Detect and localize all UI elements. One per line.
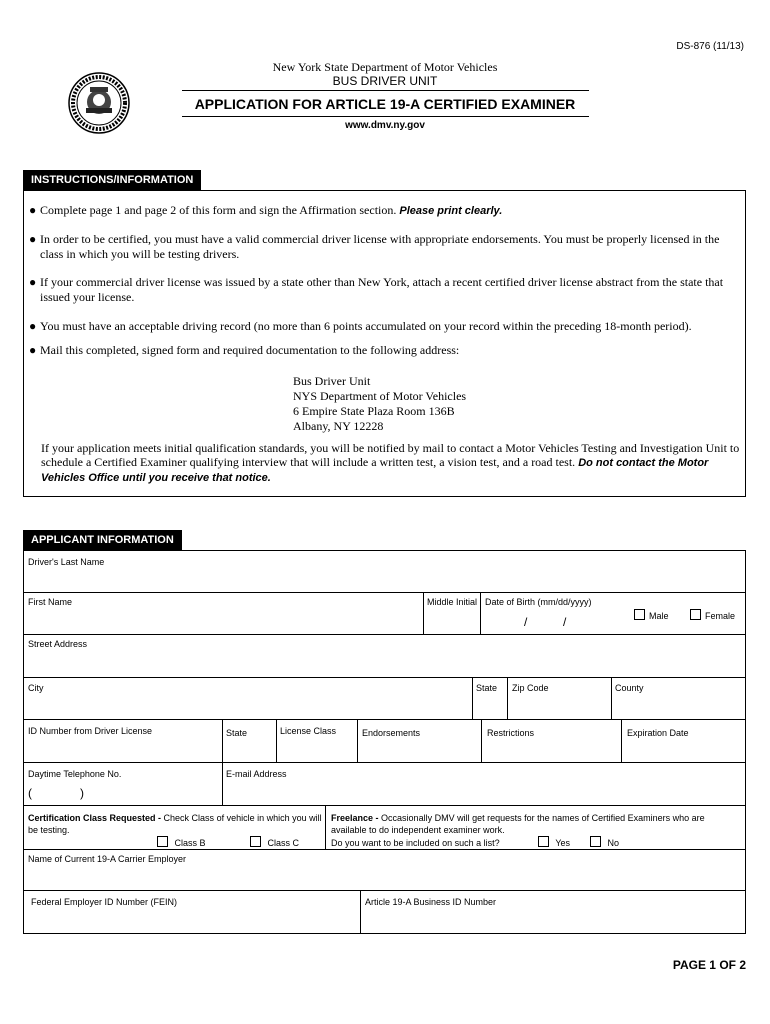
instruction-text: If your commercial driver license was issued by a state other than New York, attach a recent certified driver license abstract from the state that issued your license.: [40, 275, 724, 304]
zip-label: Zip Code: [512, 683, 549, 693]
phone-paren-close: ): [80, 786, 84, 800]
first-name-input[interactable]: [26, 610, 422, 632]
row-divider: [23, 634, 746, 635]
address-line: Bus Driver Unit: [293, 374, 371, 388]
bullet-icon: ●: [29, 319, 37, 333]
address-line: 6 Empire State Plaza Room 136B: [293, 404, 455, 418]
col-divider: [621, 719, 622, 762]
last-name-input[interactable]: [26, 568, 746, 590]
col-divider: [357, 719, 358, 762]
street-input[interactable]: [26, 652, 746, 674]
title-rule-top: [182, 90, 589, 91]
instructions-heading: INSTRUCTIONS/INFORMATION: [23, 170, 201, 190]
instruction-text: In order to be certified, you must have a valid commercial driver license with appropriate endorsements. You must be properly licensed in the class in which you will be testing drivers.: [40, 232, 720, 261]
no-label: No: [607, 838, 620, 848]
unit-name: BUS DRIVER UNIT: [332, 74, 438, 88]
title-rule-bottom: [182, 116, 589, 117]
phone-paren-open: (: [28, 786, 32, 800]
bullet-icon: ●: [29, 275, 37, 289]
class-c-label: Class C: [267, 838, 300, 848]
mailing-address: [293, 374, 466, 434]
dob-separator: /: [563, 615, 567, 629]
notification-note: [41, 441, 746, 485]
certification-text: Check Class of vehicle in which you will be testing.: [28, 813, 322, 835]
last-name-label: Driver's Last Name: [28, 557, 105, 567]
certification-class-label: [28, 812, 322, 836]
license-class-label: License Class: [280, 726, 337, 736]
instruction-text: Complete page 1 and page 2 of this form and sign the Affirmation section.: [40, 203, 397, 217]
col-divider: [276, 719, 277, 762]
freelance-label: [331, 812, 741, 836]
dob-separator: /: [524, 615, 528, 629]
no-option[interactable]: [590, 836, 619, 848]
female-option[interactable]: [690, 609, 735, 621]
first-name-label: First Name: [28, 597, 73, 607]
col-divider: [325, 805, 326, 849]
class-b-option[interactable]: [157, 836, 206, 848]
fein-label: Federal Employer ID Number (FEIN): [31, 897, 178, 907]
female-label: Female: [705, 611, 736, 621]
form-number: DS-876 (11/13): [676, 41, 744, 52]
col-divider: [360, 890, 361, 934]
row-divider: [23, 762, 746, 763]
applicant-box: [23, 550, 746, 934]
row-divider: [23, 849, 746, 850]
bullet-icon: ●: [29, 232, 37, 246]
row-divider: [23, 890, 746, 891]
street-label: Street Address: [28, 639, 88, 649]
city-input[interactable]: [26, 695, 470, 717]
employer-label: Name of Current 19-A Carrier Employer: [28, 854, 187, 864]
note-text: If your application meets initial qualification standards, you will be notified by mail to contact a Motor Vehicles Testing and Investigation Unit to schedule a Certified Examiner qualifying interview that will include a written test, a vision test, and a road test.: [41, 441, 740, 469]
phone-label: Daytime Telephone No.: [28, 769, 122, 779]
instruction-text: You must have an acceptable driving record (no more than 6 points accumulated on your record within the preceding 18-month period).: [40, 319, 692, 333]
dob-label: Date of Birth (mm/dd/yyyy): [485, 597, 592, 607]
freelance-text: Occasionally DMV will get requests for the names of Certified Examiners who are available to do independent examiner work.: [331, 813, 705, 835]
instruction-emphasis: Please print clearly.: [399, 205, 503, 217]
address-line: Albany, NY 12228: [293, 419, 384, 433]
class-c-option[interactable]: [250, 836, 299, 848]
page-number: PAGE 1 OF 2: [672, 958, 746, 972]
instruction-bullet-5: [29, 343, 729, 358]
male-option[interactable]: [634, 609, 669, 621]
yes-option[interactable]: [538, 836, 570, 848]
instruction-text: Mail this completed, signed form and required documentation to the following address:: [40, 343, 460, 357]
id-number-label: ID Number from Driver License: [28, 726, 153, 736]
instruction-bullet-4: [29, 319, 729, 334]
note-emphasis: Do not contact the Motor Vehicles Office until you receive that notice.: [41, 457, 709, 484]
yes-label: Yes: [555, 838, 571, 848]
expiration-label: Expiration Date: [627, 728, 689, 738]
col-divider: [611, 677, 612, 719]
col-divider: [222, 719, 223, 762]
endorsements-label: Endorsements: [362, 728, 421, 738]
class-b-label: Class B: [174, 838, 206, 848]
male-checkbox[interactable]: [634, 609, 645, 620]
website: www.dmv.ny.gov: [345, 120, 425, 131]
col-divider: [222, 762, 223, 805]
row-divider: [23, 805, 746, 806]
certification-title: Certification Class Requested -: [28, 813, 162, 823]
bullet-icon: ●: [29, 343, 37, 357]
instruction-bullet-2: [29, 232, 729, 262]
col-divider: [480, 592, 481, 634]
county-label: County: [615, 683, 644, 693]
yes-checkbox[interactable]: [538, 836, 549, 847]
middle-initial-label: Middle Initial: [427, 597, 478, 607]
state-label: State: [476, 683, 498, 693]
class-c-checkbox[interactable]: [250, 836, 261, 847]
instruction-bullet-3: [29, 275, 729, 305]
col-divider: [472, 677, 473, 719]
col-divider: [507, 677, 508, 719]
email-label: E-mail Address: [226, 769, 287, 779]
business-id-label: Article 19-A Business ID Number: [365, 897, 497, 907]
male-label: Male: [649, 611, 669, 621]
agency-name: New York State Department of Motor Vehicles: [272, 60, 498, 74]
city-label: City: [28, 683, 44, 693]
bullet-icon: ●: [29, 203, 37, 217]
col-divider: [423, 592, 424, 634]
row-divider: [23, 592, 746, 593]
instruction-bullet-1: [29, 203, 729, 219]
address-line: NYS Department of Motor Vehicles: [293, 389, 467, 403]
restrictions-label: Restrictions: [487, 728, 535, 738]
license-state-label: State: [226, 728, 248, 738]
no-checkbox[interactable]: [590, 836, 601, 847]
freelance-question: Do you want to be included on such a list?: [331, 838, 500, 848]
row-divider: [23, 677, 746, 678]
row-divider: [23, 719, 746, 720]
form-title: APPLICATION FOR ARTICLE 19-A CERTIFIED EXAMINER: [194, 96, 576, 112]
col-divider: [481, 719, 482, 762]
applicant-heading: APPLICANT INFORMATION: [23, 530, 182, 550]
freelance-title: Freelance -: [331, 813, 379, 823]
class-b-checkbox[interactable]: [157, 836, 168, 847]
female-checkbox[interactable]: [690, 609, 701, 620]
